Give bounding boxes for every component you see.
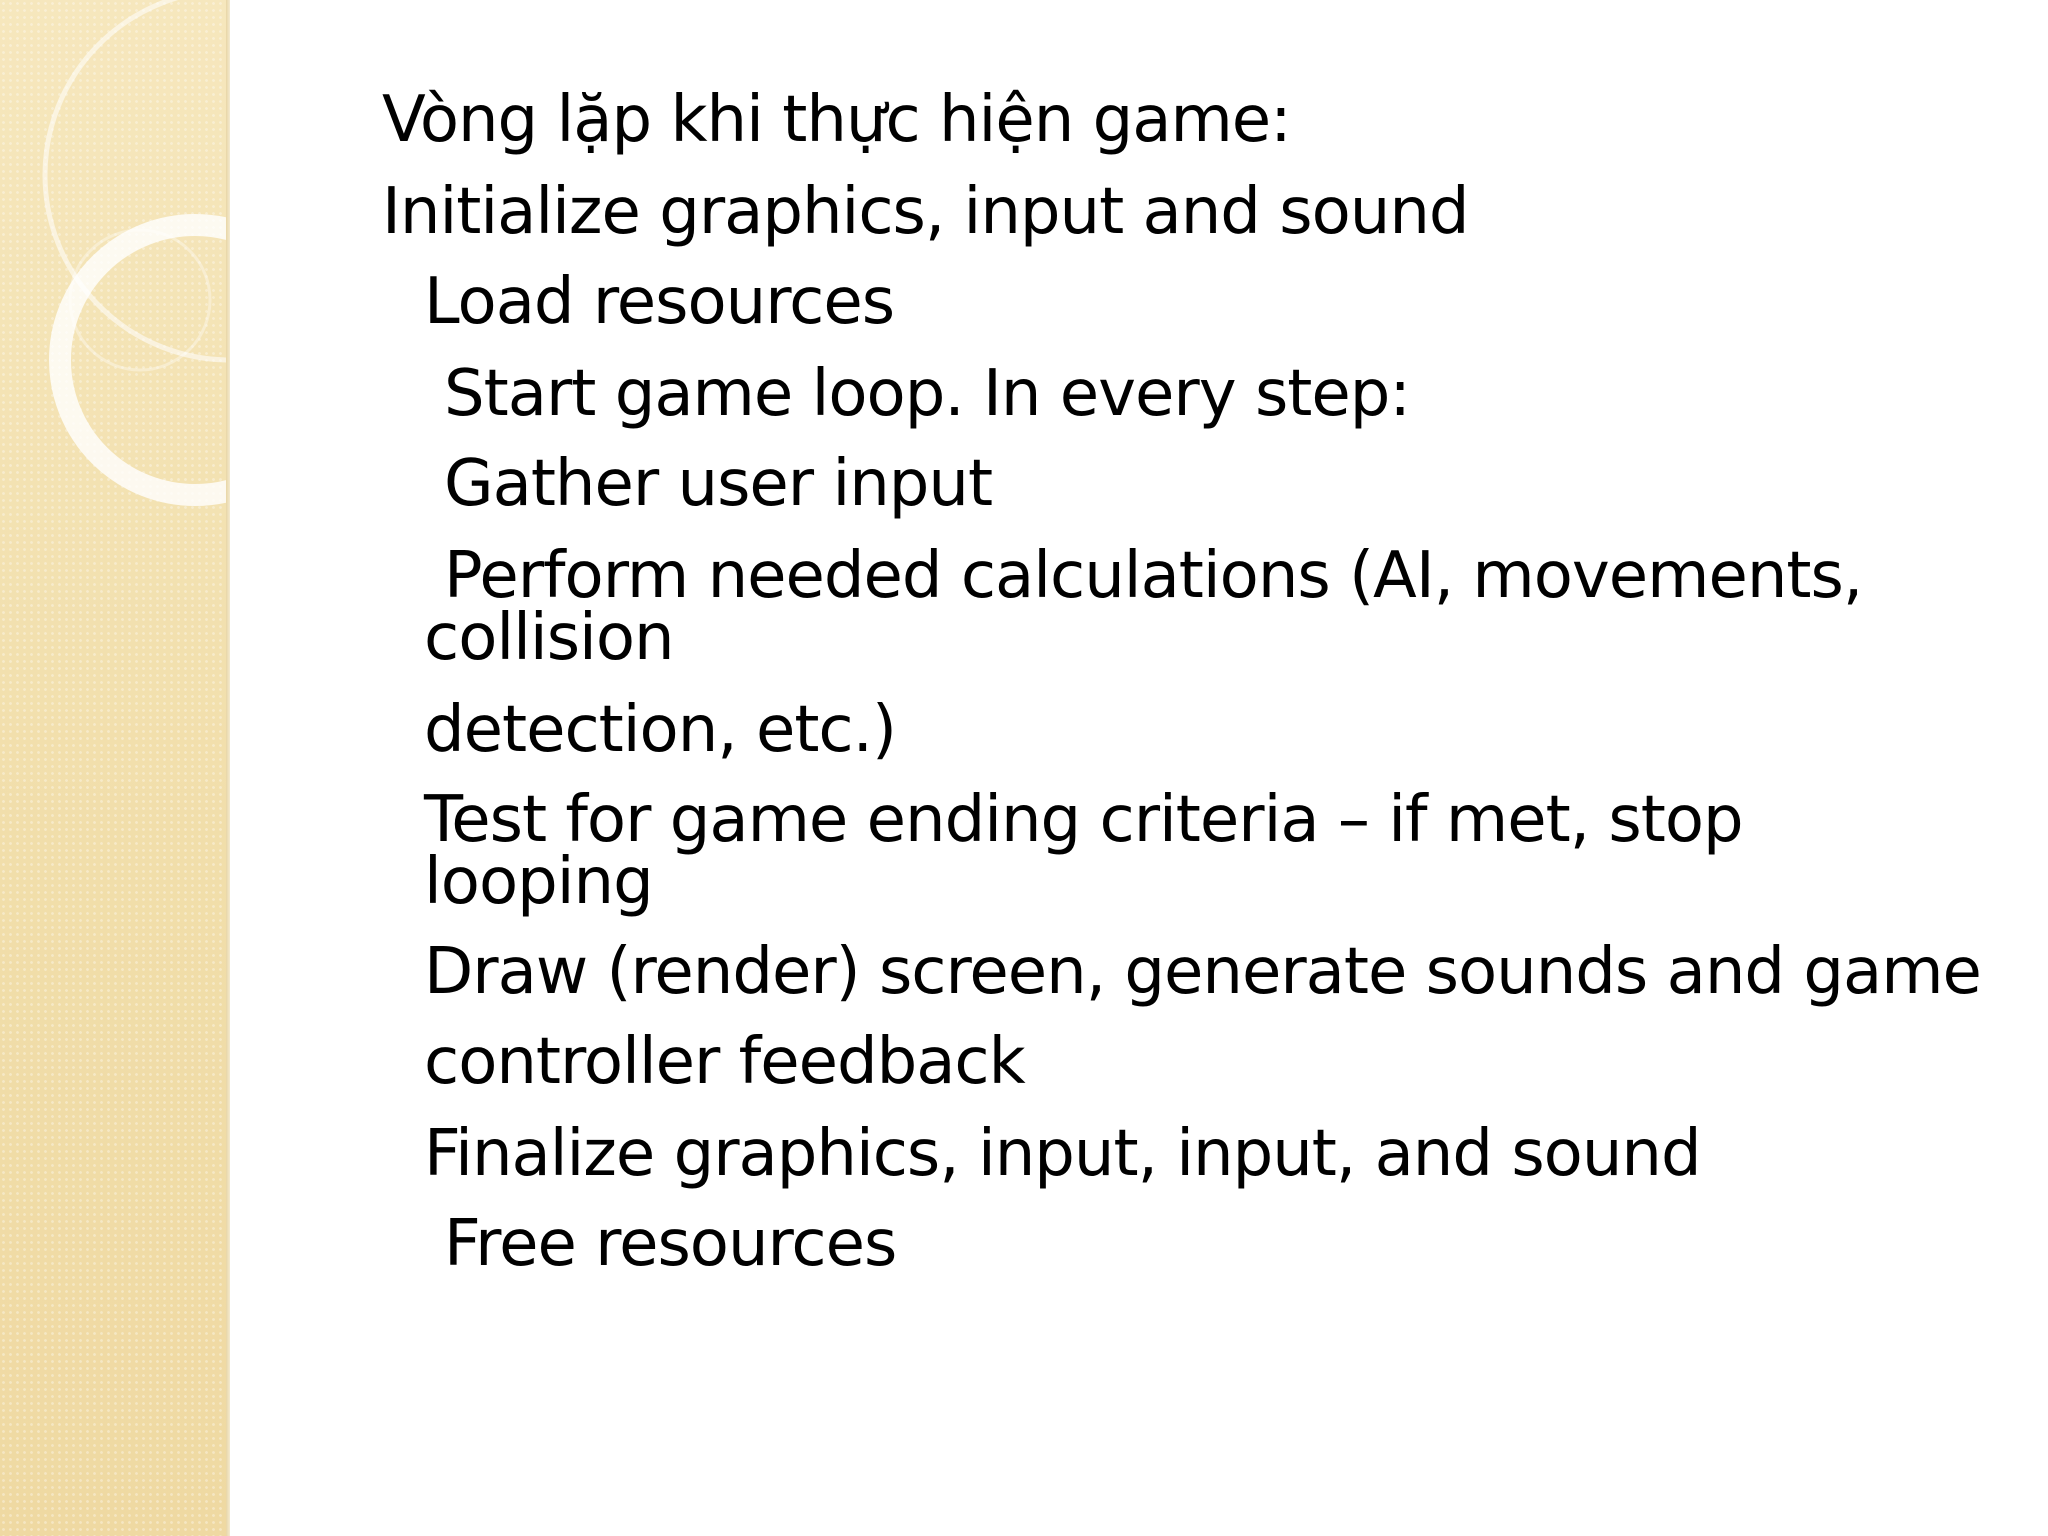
side-panel-edge xyxy=(226,0,230,1536)
text-line: Free resources xyxy=(444,1207,897,1281)
text-line: controller feedback xyxy=(424,1025,1025,1099)
decorative-side-panel xyxy=(0,0,226,1536)
text-line: Test for game ending criteria – if met, stop xyxy=(424,783,1743,857)
text-line: collision xyxy=(424,601,674,675)
decorative-rings-icon xyxy=(0,0,226,1536)
text-line: Load resources xyxy=(424,265,895,339)
text-line: Draw (render) screen, generate sounds and game xyxy=(424,935,1981,1009)
slide-body xyxy=(382,83,2002,1302)
text-line: Perform needed calculations (AI, movements, xyxy=(444,539,1863,613)
text-line: detection, etc.) xyxy=(424,693,896,767)
text-line: Gather user input xyxy=(444,447,993,521)
text-line: Start game loop. In every step: xyxy=(444,357,1410,431)
text-line: looping xyxy=(424,845,653,919)
text-line: Finalize graphics, input, input, and sound xyxy=(424,1117,1701,1191)
text-line: Initialize graphics, input and sound xyxy=(382,175,1469,249)
slide-title: Vòng lặp khi thực hiện game: xyxy=(382,83,1291,157)
